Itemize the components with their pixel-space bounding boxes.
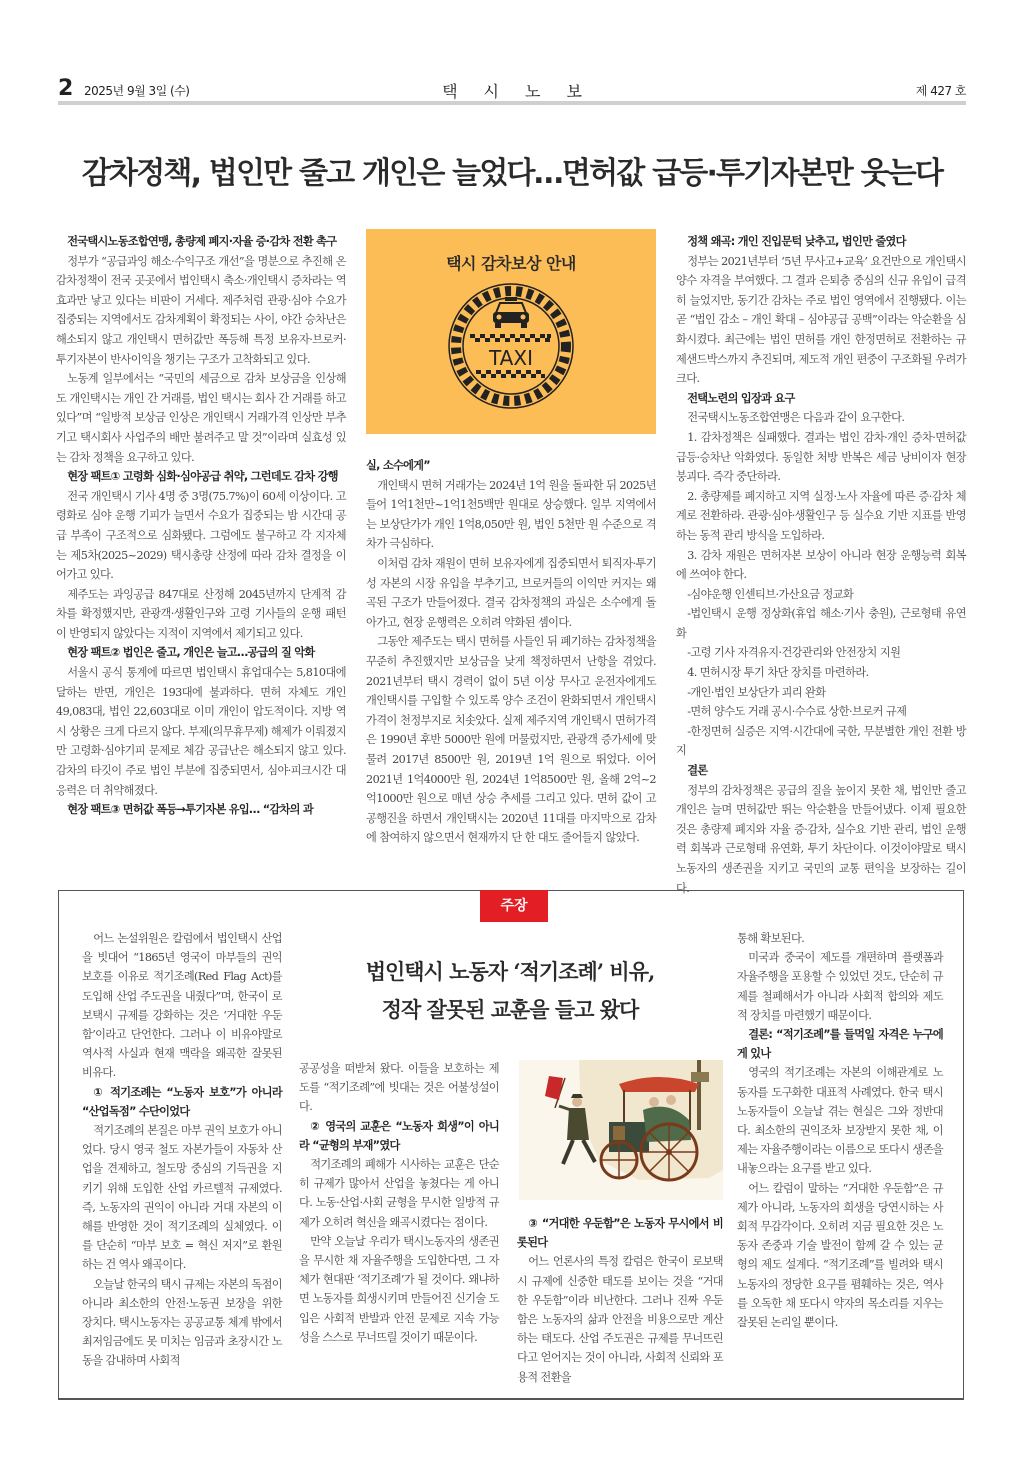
banner-title: 택시 감차보상 안내 bbox=[446, 254, 576, 273]
opinion-title bbox=[300, 953, 720, 1029]
subheading: ② 영국의 교훈은 “노동자 희생”이 아니라 “균형의 부재”였다 bbox=[299, 1119, 499, 1152]
opinion-column-2 bbox=[299, 1059, 499, 1347]
paragraph: 통해 확보된다. bbox=[737, 932, 805, 945]
paragraph: 미국과 중국이 제도를 개편하며 플랫폼과 자율주행을 포용할 수 있었던 것도, 단순히 규제를 철폐해서가 아니라 사회적 합의와 제도적 장치를 마련했기 때문이다. bbox=[737, 951, 943, 1022]
demand-subitem: -심야운행 인센티브·가산요금 정교화 bbox=[687, 587, 854, 601]
subheading: ① 적기조례는 “노동자 보호”가 아니라 “산업독점” 수단이었다 bbox=[82, 1085, 282, 1118]
paragraph: 적기조례의 본질은 마부 권익 보호가 아니었다. 당시 영국 철도 자본가들이 자동차 산업을 견제하고, 철도망 중심의 기득권을 지키기 위해 도입한 산업 카르텔적 규제였다. 즉, 노동자의 권익이 아니라 거대 자본의 이해를 반영한 것이 적기조례의 실체였다. 이를 단순히 “마부 보호 = 혁신 저지”로 환원하는 건 역사 왜곡이다. bbox=[82, 1124, 282, 1272]
demand-item: 4. 면허시장 투기 차단 장치를 마련하라. bbox=[687, 666, 869, 680]
paragraph: 어느 언론사의 특정 칼럼은 한국이 로보택시 규제에 신중한 태도를 보이는 것을 “거대한 우둔함”이라 비난한다. 그러나 진짜 우둔함은 노동자의 삶과 안전을 비용으로만 계산하는 태도다. 산업 주도권은 규제를 무너뜨린다고 얻어지는 것이 아니라, 사회적 신뢰와 포용적 전환을 bbox=[517, 1255, 723, 1384]
paragraph: 제주도는 과잉공급 847대로 산정해 2045년까지 단계적 감차를 확정했지만, 관광객·생활인구와 고령 기사들의 운행 패턴이 반영되지 않았다는 지적이 지역에서 제기되고 있다. bbox=[56, 587, 346, 640]
opinion-tag: 주장 bbox=[480, 890, 548, 922]
svg-text:TAXI: TAXI bbox=[489, 346, 533, 370]
subheading: 전국택시노동조합연맹, 총량제 폐지·자율 증·감차 전환 촉구 bbox=[67, 235, 337, 248]
masthead-rule bbox=[58, 101, 966, 105]
paragraph: 정부의 감차정책은 공급의 질을 높이지 못한 채, 법인만 줄고 개인은 늘며 면허값만 뛰는 악순환을 만들어냈다. 이제 필요한 것은 총량제 폐지와 자율 증·감차, 실수요 기반 관리, 법인 운행력 회복과 근로형태 유연화, 투기 차단이다. 이것이야말로 택시노동자의 생존권을 지키고 국민의 교통 편익을 보장하는 길이다. bbox=[676, 783, 966, 895]
opinion-column-4 bbox=[737, 929, 943, 1332]
page-number: 2 bbox=[58, 76, 74, 101]
paragraph: 전국택시노동조합연맹은 다음과 같이 요구한다. bbox=[687, 411, 905, 425]
paper-name: 택시노보 bbox=[442, 82, 608, 101]
paragraph: 영국의 적기조례는 자본의 이해관계로 노동자를 도구화한 대표적 사례였다. 한국 택시노동자들이 오늘날 겪는 현실은 그와 정반대다. 최소한의 권익조차 보장받지 못한 채, 이제는 자율주행이라는 이름으로 또다시 생존을 내놓으라는 요구를 받고 있다. bbox=[737, 1066, 943, 1176]
paragraph: 개인택시 면허 거래가는 2024년 1억 원을 돌파한 뒤 2025년 들어 1억1천만~1억1천5백만 원대로 상승했다. 일부 지역에서는 보상단가가 개인 1억8,050만 원, 법인 5천만 원 수준으로 격차가 극심하다. bbox=[366, 478, 656, 551]
subheading: 정책 왜곡: 개인 진입문턱 낮추고, 법인만 줄였다 bbox=[687, 235, 906, 248]
demand-subitem: -고령 기사 자격유지·건강관리와 안전장치 지원 bbox=[687, 646, 901, 660]
subheading-continued: 실, 소수에게” bbox=[366, 459, 430, 472]
paragraph: 그동안 제주도는 택시 면허를 사들인 뒤 폐기하는 감차정책을 꾸준히 추진했지만 보상금을 낮게 책정하면서 난항을 겪었다. 2021년부터 택시 경력이 없이 5년 이상 무사고 운전자에게도 개인택시를 구입할 수 있도록 양수 조건이 완화되면서 개인택시 가격이 천정부지로 치솟았다. 실제 제주지역 개인택시 면허가격은 1990년 후반 5000만 원에 머물렀지만, 관광객 증가세에 맞물려 2017년 8500만 원, 2019년 1억 원으로 뛰었다. 이어 2021년 1억4000만 원, 2024년 1억8500만 원, 올해 2억~2억1000만 원으로 매년 상승 추세를 그리고 있다. 면허 값이 고공행진을 하면서 개인택시는 2020년 11대를 마지막으로 감차에 참여하지 않으면서 현재까지 단 한 대도 줄어들지 않았다. bbox=[366, 635, 656, 845]
paragraph: 서울시 공식 통계에 따르면 법인택시 휴업대수는 5,810대에 달하는 반면, 개인은 193대에 불과하다. 면허 자체도 개인 49,083대, 법인 22,603대로 이미 개인이 압도적이다. 지방 역시 상황은 크게 다르지 않다. 부제(의무휴무제) 해제가 이뤄졌지만 고령화·심야기피 문제로 체감 공급난은 해소되지 않고 있다. 감차의 타깃이 주로 법인 부분에 집중되면서, 심야·피크시간 대응력은 더 취약해졌다. bbox=[56, 666, 346, 797]
page-headline: 감차정책, 법인만 줄고 개인은 늘었다…면허값 급등·투기자본만 웃는다 bbox=[81, 156, 943, 191]
subheading: 결론 bbox=[687, 764, 708, 778]
demand-subitem: -개인·법인 보상단가 괴리 완화 bbox=[687, 685, 826, 699]
opinion-title-line-1: 법인택시 노동자 ‘적기조례’ 비유, bbox=[365, 959, 655, 984]
article-column-2 bbox=[366, 456, 656, 848]
paragraph: 만약 오늘날 우리가 택시노동자의 생존권을 무시한 채 자율주행을 도입한다면, 그 자체가 현대판 ‘적기조례’가 될 것이다. 왜냐하면 노동자를 희생시키며 만들어진 신기술 도입은 사회적 반발과 안전 문제로 지속 가능성을 스스로 무너뜨릴 것이기 때문이다. bbox=[299, 1234, 499, 1344]
opinion-title-line-2: 정작 잘못된 교훈을 들고 왔다 bbox=[381, 997, 639, 1022]
paragraph: 공공성을 떠받쳐 왔다. 이들을 보호하는 제도를 “적기조례”에 빗대는 것은 어불성설이다. bbox=[299, 1062, 499, 1114]
subheading: 결론: “적기조례”를 들먹일 자격은 누구에게 있나 bbox=[737, 1028, 943, 1061]
paragraph: 정부는 2021년부터 ‘5년 무사고+교육’ 요건만으로 개인택시 양수 자격을 부여했다. 그 결과 은퇴층 중심의 신규 유입이 급격히 늘었지만, 동기간 감차는 주로 법인 영역에서 진행됐다. 이는 곧 “법인 감소 – 개인 확대 – 심야공급 공백”이라는 악순환을 심화시켰다. 최근에는 법인 면허를 개인 한정면허로 전환하는 규제샌드박스까지 추진되며, 제도적 개인 편중이 구조화될 우려가 크다. bbox=[676, 254, 966, 386]
subheading: 현장 팩트② 법인은 줄고, 개인은 늘고…공급의 질 악화 bbox=[67, 646, 315, 660]
paragraph: 전국 개인택시 기사 4명 중 3명(75.7%)이 60세 이상이다. 고령화로 심야 운행 기피가 늘면서 수요가 집중되는 밤 시간대 공급 부족이 구조적으로 심화됐다. 그럼에도 불구하고 각 지자체는 제5차(2025~2029) 택시총량 산정에 따라 감차 결정을 이어가고 있다. bbox=[56, 489, 346, 582]
issue-date: 2025년 9월 3일 (수) bbox=[84, 84, 190, 98]
subheading: 전택노련의 입장과 요구 bbox=[687, 391, 795, 405]
issue-number: 제 427 호 bbox=[915, 84, 966, 98]
taxi-compensation-banner bbox=[366, 229, 656, 434]
paragraph: 어느 칼럼이 말하는 “거대한 우둔함”은 규제가 아니라, 노동자의 희생을 당연시하는 사회적 무감각이다. 오히려 지금 필요한 것은 노동자 존중과 기술 발전이 함께 갈 수 있는 균형의 제도 설계다. “적기조례”를 빌려와 택시노동자의 정당한 요구를 폄훼하는 것은, 역사를 오독한 채 또다시 약자의 목소리를 지우는 잘못된 논리일 뿐이다. bbox=[737, 1181, 943, 1330]
demand-subitem: -면허 양수도 거래 공시·수수료 상한·브로커 규제 bbox=[687, 705, 907, 719]
red-flag-act-illustration bbox=[519, 1060, 723, 1200]
subheading: ③ “거대한 우둔함”은 노동자 무시에서 비롯된다 bbox=[517, 1217, 723, 1250]
taxi-emblem-icon bbox=[446, 281, 576, 411]
subheading: 현장 팩트③ 면허값 폭등→투기자본 유입… “감차의 과 bbox=[67, 803, 313, 817]
article-column-1 bbox=[56, 232, 346, 820]
demand-subitem: -한정면허 실증은 지역·시간대에 국한, 무분별한 개인 전환 방지 bbox=[676, 724, 966, 758]
illustration-image bbox=[519, 1060, 723, 1200]
subheading: 현장 팩트① 고령화 심화·심야공급 취약, 그런데도 감차 강행 bbox=[67, 470, 338, 484]
article-column-3 bbox=[676, 232, 966, 898]
demand-item: 2. 총량제를 폐지하고 지역 실정·노사 자율에 따른 증·감차 체계로 전환하라. 관광·심야·생활인구 등 실수요 기반 지표를 반영하는 동적 관리 방식을 도입하라. bbox=[676, 489, 966, 542]
paragraph: 어느 논설위원은 칼럼에서 법인택시 산업을 빗대어 “1865년 영국이 마부들의 권익 보호를 이유로 적기조례(Red Flag Act)를 도입해 산업 주도권을 내줬다”며, 한국이 로보택시 규제를 강화하는 것은 ‘거대한 우둔함’이라고 단언한다. 그러나 이 비유야말로 역사적 사실과 현재 맥락을 왜곡한 잘못된 비유다. bbox=[82, 932, 282, 1080]
demand-subitem: -법인택시 운행 정상화(휴업 해소·기사 충원), 근로형태 유연화 bbox=[676, 607, 966, 640]
opinion-column-3 bbox=[517, 1214, 723, 1387]
paragraph: 정부가 “공급과잉 해소·수익구조 개선”을 명분으로 추진해 온 감차정책이 전국 곳곳에서 법인택시 축소·개인택시 증차라는 역효과만 낳고 있다는 비판이 거세다. 제주처럼 관광·심야 수요가 집중되는 지역에서도 감차계획이 확정되는 사이, 야간 승차난은 해소되지 않고 개인택시 면허값만 폭등해 특정 보유자·브로커·투기자본이 반사이익을 챙기는 구조가 고착화되고 있다. bbox=[56, 254, 346, 366]
paragraph: 이처럼 감차 재원이 면허 보유자에게 집중되면서 퇴직자·투기성 자본의 시장 유입을 부추기고, 브로커들의 이익만 커지는 왜곡된 구조가 만들어졌다. 결국 감차정책의 과실은 소수에게 돌아가고, 현장 운행력은 오히려 약화된 셈이다. bbox=[366, 556, 656, 629]
paragraph: 노동계 일부에서는 “국민의 세금으로 감차 보상금을 인상해도 개인택시는 개인 간 거래를, 법인 택시는 회사 간 거래를 하고 있다”며 “일방적 보상금 인상은 개인택시 거래가격 인상만 부추기고 택시회사 사업주의 배만 불려주고 말 것”이라며 실효성 있는 감차 정책을 요구하고 있다. bbox=[56, 372, 346, 464]
demand-item: 1. 감차정책은 실패했다. 결과는 법인 감차·개인 증차·면허값 급등·승차난 악화였다. 동일한 처방 반복은 세금 낭비이자 현장 붕괴다. 즉각 중단하라. bbox=[676, 430, 966, 484]
demand-item: 3. 감차 재원은 면허자본 보상이 아니라 현장 운행능력 회복에 쓰여야 한다. bbox=[676, 548, 966, 582]
opinion-column-1 bbox=[82, 929, 282, 1371]
paragraph: 적기조례의 폐해가 시사하는 교훈은 단순히 규제가 많아서 산업을 놓쳤다는 게 아니다. 노동·산업·사회 균형을 무시한 일방적 규제가 오히려 혁신을 왜곡시켰다는 점이다. bbox=[299, 1158, 499, 1229]
paragraph: 오늘날 한국의 택시 규제는 자본의 독점이 아니라 최소한의 안전·노동권 보장을 위한 장치다. 택시노동자는 공공교통 체계 밖에서 최저임금에도 못 미치는 임금과 초장시간 노동을 감내하며 사회적 bbox=[82, 1277, 282, 1368]
